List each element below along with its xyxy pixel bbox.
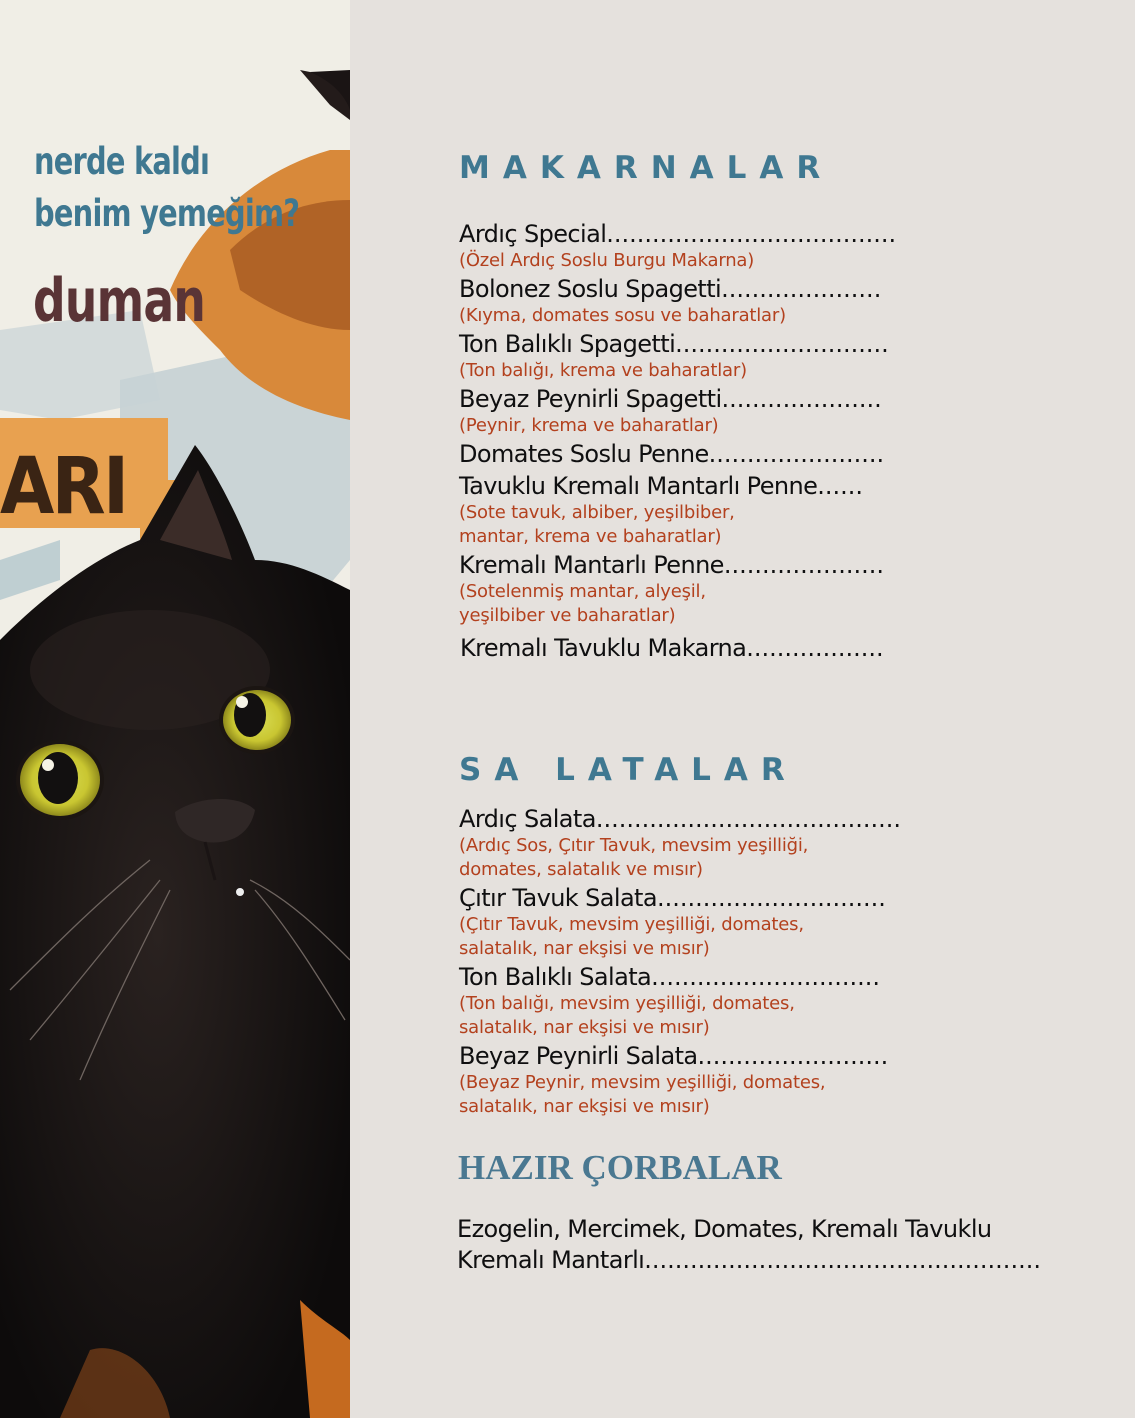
menu-item-domates-soslu-penne (459, 440, 909, 469)
item-name: Ton Balıklı Spagetti (459, 330, 676, 358)
item-description: (Ton balığı, mevsim yeşilliği, domates, salatalık, nar ekşisi ve mısır) (459, 993, 795, 1038)
cat-photo-panel (0, 0, 350, 1418)
item-name: Tavuklu Kremalı Mantarlı Penne (459, 472, 818, 500)
item-name: Ton Balıklı Salata (459, 963, 652, 991)
section-title-salatalar: SA LATALAR (459, 752, 798, 788)
tagline-line-1: nerde kaldı (34, 140, 210, 183)
tagline-line-2: benim yemeğim? (34, 192, 300, 235)
item-leader-dots: .............................. (656, 884, 886, 912)
item-name: Kremalı Tavuklu Makarna (460, 634, 747, 662)
item-leader-dots: ...................................... (606, 220, 897, 248)
menu-item-beyaz-peynirli-salata (459, 1042, 909, 1119)
item-description: (Kıyma, domates sosu ve baharatlar) (459, 305, 786, 326)
item-name: Ardıç Special (459, 220, 607, 248)
soup-list (457, 1214, 1041, 1276)
item-name: Çıtır Tavuk Salata (459, 884, 657, 912)
item-leader-dots: ....................... (708, 440, 885, 468)
item-name: Domates Soslu Penne (459, 440, 709, 468)
menu-item-ton-balikli-salata (459, 963, 909, 1040)
item-description: (Özel Ardıç Soslu Burgu Makarna) (459, 250, 755, 271)
soup-list-line-2 (457, 1245, 1041, 1276)
signature-duman: duman (33, 266, 206, 336)
menu-item-tavuklu-kremali-mantarli-penne (459, 472, 909, 549)
menu-item-kremali-mantarli-penne (459, 551, 909, 628)
item-description: (Peynir, krema ve baharatlar) (459, 415, 719, 436)
item-description: (Sotelenmiş mantar, alyeşil, yeşilbiber ve baharatlar) (459, 581, 706, 626)
menu-item-ardic-special (459, 220, 909, 273)
soup-list-line-2-text: Kremalı Mantarlı (457, 1246, 645, 1274)
background-sign-text: ARI (0, 442, 127, 532)
menu-item-kremali-tavuklu-makarna (460, 634, 910, 663)
menu-item-ardic-salata (459, 805, 909, 882)
item-leader-dots: ..................... (723, 551, 885, 579)
section-title-hazir-corbalar: HAZIR ÇORBALAR (458, 1148, 782, 1187)
menu-item-bolonez-soslu-spagetti (459, 275, 909, 328)
item-leader-dots: .............................. (651, 963, 880, 991)
item-name: Beyaz Peynirli Spagetti (459, 385, 722, 413)
menu-item-beyaz-peynirli-spagetti (459, 385, 909, 438)
item-leader-dots: .................. (746, 634, 884, 662)
item-name: Kremalı Mantarlı Penne (459, 551, 724, 579)
item-description: (Ton balığı, krema ve baharatlar) (459, 360, 747, 381)
menu-item-citir-tavuk-salata (459, 884, 909, 961)
item-leader-dots: ........................................ (595, 805, 901, 833)
item-leader-dots: ..................... (721, 385, 882, 413)
item-description: (Beyaz Peynir, mevsim yeşilliği, domates, salatalık, nar ekşisi ve mısır) (459, 1072, 826, 1117)
item-name: Bolonez Soslu Spagetti (459, 275, 722, 303)
item-name: Ardıç Salata (459, 805, 596, 833)
item-leader-dots: ............................ (675, 330, 889, 358)
item-leader-dots: .................................................... (644, 1246, 1041, 1274)
item-leader-dots: ......................... (697, 1042, 889, 1070)
menu-item-ton-balikli-spagetti (459, 330, 909, 383)
item-description: (Çıtır Tavuk, mevsim yeşilliği, domates, salatalık, nar ekşisi ve mısır) (459, 914, 804, 959)
item-leader-dots: ..................... (721, 275, 882, 303)
item-description: (Sote tavuk, albiber, yeşilbiber, mantar, krema ve baharatlar) (459, 502, 735, 547)
soup-list-line-1: Ezogelin, Mercimek, Domates, Kremalı Tavuklu (457, 1215, 992, 1243)
item-description: (Ardıç Sos, Çıtır Tavuk, mevsim yeşilliği, domates, salatalık ve mısır) (459, 835, 809, 880)
item-leader-dots: ...... (817, 472, 864, 500)
item-name: Beyaz Peynirli Salata (459, 1042, 698, 1070)
section-title-makarnalar: MAKARNALAR (459, 150, 834, 186)
